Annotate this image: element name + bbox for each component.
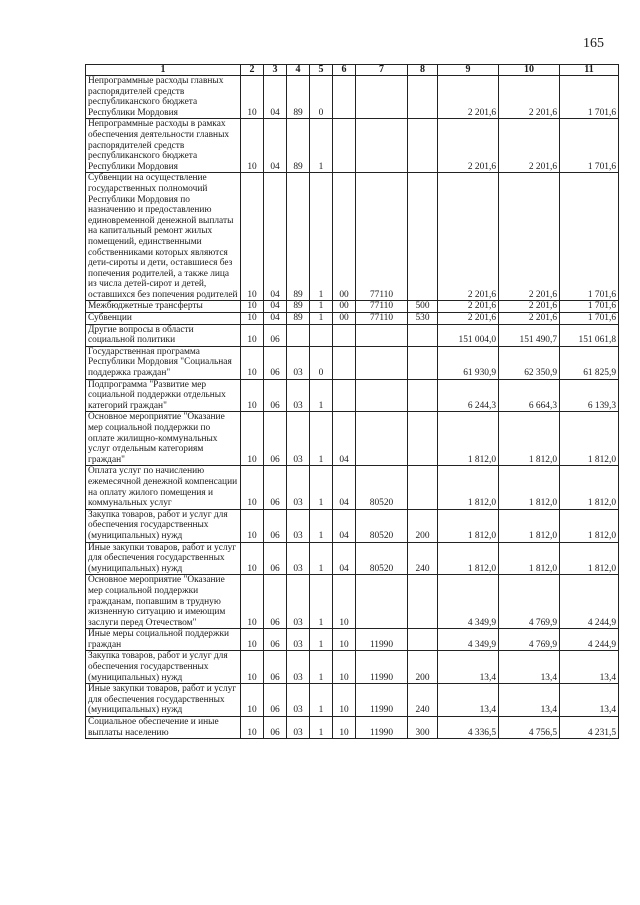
subsection-code-cell: 04 bbox=[264, 313, 287, 325]
amount-year2-cell: 1 812,0 bbox=[499, 466, 560, 509]
section-code-cell: 10 bbox=[241, 542, 264, 575]
expense-type-cell: 240 bbox=[408, 684, 438, 717]
subprogram-code-cell: 1 bbox=[310, 466, 333, 509]
expense-direction-cell bbox=[356, 412, 408, 466]
amount-year3-cell: 4 244,9 bbox=[560, 629, 619, 651]
expense-direction-cell: 11990 bbox=[356, 684, 408, 717]
expense-type-cell: 200 bbox=[408, 651, 438, 684]
section-code-cell: 10 bbox=[241, 717, 264, 739]
subsection-code-cell: 06 bbox=[264, 379, 287, 412]
table-row bbox=[86, 684, 619, 717]
main-activity-code-cell bbox=[333, 324, 356, 346]
section-code-cell: 10 bbox=[241, 379, 264, 412]
expense-direction-cell bbox=[356, 324, 408, 346]
table-row bbox=[86, 346, 619, 379]
header-cell: 4 bbox=[287, 65, 310, 76]
table-row bbox=[86, 542, 619, 575]
amount-year3-cell: 6 139,3 bbox=[560, 379, 619, 412]
expense-type-cell bbox=[408, 412, 438, 466]
subsection-code-cell: 06 bbox=[264, 346, 287, 379]
program-code-cell: 89 bbox=[287, 76, 310, 119]
subprogram-code-cell: 1 bbox=[310, 509, 333, 542]
subsection-code-cell: 06 bbox=[264, 684, 287, 717]
subprogram-code-cell: 0 bbox=[310, 346, 333, 379]
row-name-cell: Другие вопросы в области социальной политики bbox=[86, 324, 241, 346]
header-cell: 3 bbox=[264, 65, 287, 76]
amount-year2-cell: 62 350,9 bbox=[499, 346, 560, 379]
amount-year1-cell: 151 004,0 bbox=[438, 324, 499, 346]
amount-year3-cell: 1 701,6 bbox=[560, 173, 619, 301]
amount-year3-cell: 1 812,0 bbox=[560, 542, 619, 575]
row-name-cell: Непрограммные расходы в рамках обеспечения деятельности главных распорядителей средств республиканского бюджета Республики Мордовия bbox=[86, 119, 241, 173]
program-code-cell: 03 bbox=[287, 509, 310, 542]
main-activity-code-cell: 04 bbox=[333, 542, 356, 575]
amount-year1-cell: 1 812,0 bbox=[438, 542, 499, 575]
program-code-cell bbox=[287, 324, 310, 346]
amount-year1-cell: 61 930,9 bbox=[438, 346, 499, 379]
amount-year1-cell: 13,4 bbox=[438, 651, 499, 684]
main-activity-code-cell: 04 bbox=[333, 412, 356, 466]
table-row bbox=[86, 651, 619, 684]
expense-direction-cell bbox=[356, 346, 408, 379]
expense-direction-cell: 77110 bbox=[356, 173, 408, 301]
section-code-cell: 10 bbox=[241, 684, 264, 717]
row-name-cell: Закупка товаров, работ и услуг для обеспечения государственных (муниципальных) нужд bbox=[86, 651, 241, 684]
subprogram-code-cell: 1 bbox=[310, 313, 333, 325]
header-cell: 7 bbox=[356, 65, 408, 76]
row-name-cell: Социальное обеспечение и иные выплаты населению bbox=[86, 717, 241, 739]
header-cell: 9 bbox=[438, 65, 499, 76]
program-code-cell: 03 bbox=[287, 346, 310, 379]
main-activity-code-cell: 10 bbox=[333, 717, 356, 739]
main-activity-code-cell bbox=[333, 379, 356, 412]
subprogram-code-cell: 1 bbox=[310, 629, 333, 651]
main-activity-code-cell: 10 bbox=[333, 651, 356, 684]
subprogram-code-cell: 1 bbox=[310, 575, 333, 629]
budget-table bbox=[85, 64, 619, 739]
expense-type-cell: 530 bbox=[408, 313, 438, 325]
expense-direction-cell: 80520 bbox=[356, 542, 408, 575]
expense-direction-cell: 11990 bbox=[356, 629, 408, 651]
expense-direction-cell bbox=[356, 76, 408, 119]
amount-year1-cell: 13,4 bbox=[438, 684, 499, 717]
program-code-cell: 03 bbox=[287, 379, 310, 412]
section-code-cell: 10 bbox=[241, 313, 264, 325]
section-code-cell: 10 bbox=[241, 412, 264, 466]
main-activity-code-cell bbox=[333, 346, 356, 379]
table-row bbox=[86, 119, 619, 173]
subsection-code-cell: 06 bbox=[264, 324, 287, 346]
amount-year2-cell: 13,4 bbox=[499, 651, 560, 684]
table-row bbox=[86, 379, 619, 412]
expense-direction-cell bbox=[356, 575, 408, 629]
row-name-cell: Субвенции на осуществление государственных полномочий Республики Мордовия по назначению и предоставлению единовременной денежной выплаты на капитальный ремонт жилых помещений, единственными собственниками которых являются дети-сироты и дети, оставшиеся без попечения родителей, а также лица из числа детей-сирот и детей, оставшихся без попечения родителей bbox=[86, 173, 241, 301]
main-activity-code-cell: 04 bbox=[333, 509, 356, 542]
program-code-cell: 89 bbox=[287, 173, 310, 301]
amount-year3-cell: 151 061,8 bbox=[560, 324, 619, 346]
row-name-cell: Иные закупки товаров, работ и услуг для обеспечения государственных (муниципальных) нужд bbox=[86, 542, 241, 575]
header-cell: 6 bbox=[333, 65, 356, 76]
table-row bbox=[86, 76, 619, 119]
expense-direction-cell: 77110 bbox=[356, 313, 408, 325]
subsection-code-cell: 06 bbox=[264, 629, 287, 651]
expense-type-cell: 200 bbox=[408, 509, 438, 542]
amount-year3-cell: 1 701,6 bbox=[560, 76, 619, 119]
amount-year3-cell: 13,4 bbox=[560, 684, 619, 717]
subprogram-code-cell: 1 bbox=[310, 119, 333, 173]
section-code-cell: 10 bbox=[241, 509, 264, 542]
main-activity-code-cell: 00 bbox=[333, 313, 356, 325]
header-cell: 5 bbox=[310, 65, 333, 76]
amount-year1-cell: 6 244,3 bbox=[438, 379, 499, 412]
amount-year3-cell: 1 701,6 bbox=[560, 119, 619, 173]
row-name-cell: Оплата услуг по начислению ежемесячной денежной компенсации на оплату жилого помещения и коммунальных услуг bbox=[86, 466, 241, 509]
amount-year1-cell: 2 201,6 bbox=[438, 76, 499, 119]
subprogram-code-cell bbox=[310, 324, 333, 346]
expense-type-cell: 240 bbox=[408, 542, 438, 575]
amount-year3-cell: 61 825,9 bbox=[560, 346, 619, 379]
subsection-code-cell: 04 bbox=[264, 173, 287, 301]
main-activity-code-cell: 00 bbox=[333, 301, 356, 313]
program-code-cell: 03 bbox=[287, 629, 310, 651]
amount-year2-cell: 13,4 bbox=[499, 684, 560, 717]
program-code-cell: 03 bbox=[287, 542, 310, 575]
subprogram-code-cell: 1 bbox=[310, 301, 333, 313]
header-cell: 2 bbox=[241, 65, 264, 76]
subsection-code-cell: 04 bbox=[264, 119, 287, 173]
expense-type-cell bbox=[408, 76, 438, 119]
main-activity-code-cell: 04 bbox=[333, 466, 356, 509]
row-name-cell: Иные меры социальной поддержки граждан bbox=[86, 629, 241, 651]
expense-type-cell: 300 bbox=[408, 717, 438, 739]
main-activity-code-cell: 10 bbox=[333, 575, 356, 629]
row-name-cell: Государственная программа Республики Мордовия "Социальная поддержка граждан" bbox=[86, 346, 241, 379]
amount-year3-cell: 4 244,9 bbox=[560, 575, 619, 629]
table-row bbox=[86, 717, 619, 739]
row-name-cell: Субвенции bbox=[86, 313, 241, 325]
table-row bbox=[86, 629, 619, 651]
section-code-cell: 10 bbox=[241, 119, 264, 173]
amount-year2-cell: 4 756,5 bbox=[499, 717, 560, 739]
amount-year3-cell: 1 701,6 bbox=[560, 301, 619, 313]
subprogram-code-cell: 1 bbox=[310, 651, 333, 684]
page-number: 165 bbox=[583, 36, 604, 51]
amount-year1-cell: 2 201,6 bbox=[438, 313, 499, 325]
section-code-cell: 10 bbox=[241, 324, 264, 346]
program-code-cell: 03 bbox=[287, 412, 310, 466]
expense-type-cell bbox=[408, 379, 438, 412]
expense-type-cell bbox=[408, 324, 438, 346]
main-activity-code-cell: 10 bbox=[333, 684, 356, 717]
expense-type-cell bbox=[408, 119, 438, 173]
subsection-code-cell: 04 bbox=[264, 76, 287, 119]
main-activity-code-cell: 10 bbox=[333, 629, 356, 651]
program-code-cell: 03 bbox=[287, 575, 310, 629]
amount-year2-cell: 1 812,0 bbox=[499, 412, 560, 466]
expense-type-cell: 500 bbox=[408, 301, 438, 313]
amount-year1-cell: 4 349,9 bbox=[438, 629, 499, 651]
row-name-cell: Непрограммные расходы главных распорядителей средств республиканского бюджета Республики Мордовия bbox=[86, 76, 241, 119]
row-name-cell: Межбюджетные трансферты bbox=[86, 301, 241, 313]
expense-direction-cell bbox=[356, 379, 408, 412]
subsection-code-cell: 06 bbox=[264, 651, 287, 684]
amount-year3-cell: 1 812,0 bbox=[560, 466, 619, 509]
row-name-cell: Закупка товаров, работ и услуг для обеспечения государственных (муниципальных) нужд bbox=[86, 509, 241, 542]
table-row bbox=[86, 575, 619, 629]
amount-year2-cell: 2 201,6 bbox=[499, 173, 560, 301]
header-cell: 8 bbox=[408, 65, 438, 76]
table-row bbox=[86, 173, 619, 301]
expense-direction-cell: 80520 bbox=[356, 466, 408, 509]
subprogram-code-cell: 1 bbox=[310, 542, 333, 575]
program-code-cell: 89 bbox=[287, 119, 310, 173]
subprogram-code-cell: 1 bbox=[310, 684, 333, 717]
subsection-code-cell: 06 bbox=[264, 575, 287, 629]
main-activity-code-cell bbox=[333, 119, 356, 173]
subsection-code-cell: 06 bbox=[264, 542, 287, 575]
amount-year1-cell: 1 812,0 bbox=[438, 509, 499, 542]
amount-year3-cell: 1 701,6 bbox=[560, 313, 619, 325]
program-code-cell: 03 bbox=[287, 466, 310, 509]
subprogram-code-cell: 1 bbox=[310, 412, 333, 466]
table-row bbox=[86, 466, 619, 509]
main-activity-code-cell: 00 bbox=[333, 173, 356, 301]
program-code-cell: 03 bbox=[287, 684, 310, 717]
table-header-row bbox=[86, 65, 619, 76]
program-code-cell: 89 bbox=[287, 301, 310, 313]
expense-direction-cell: 11990 bbox=[356, 717, 408, 739]
subprogram-code-cell: 1 bbox=[310, 717, 333, 739]
row-name-cell: Основное мероприятие "Оказание мер социальной поддержки гражданам, попавшим в трудную жизненную ситуацию и имеющим заслуги перед Отечеством" bbox=[86, 575, 241, 629]
header-cell: 10 bbox=[499, 65, 560, 76]
amount-year1-cell: 4 336,5 bbox=[438, 717, 499, 739]
amount-year3-cell: 4 231,5 bbox=[560, 717, 619, 739]
amount-year3-cell: 13,4 bbox=[560, 651, 619, 684]
amount-year2-cell: 1 812,0 bbox=[499, 509, 560, 542]
subprogram-code-cell: 0 bbox=[310, 76, 333, 119]
expense-type-cell bbox=[408, 575, 438, 629]
section-code-cell: 10 bbox=[241, 301, 264, 313]
section-code-cell: 10 bbox=[241, 629, 264, 651]
amount-year2-cell: 151 490,7 bbox=[499, 324, 560, 346]
subsection-code-cell: 06 bbox=[264, 509, 287, 542]
table-row bbox=[86, 313, 619, 325]
subsection-code-cell: 04 bbox=[264, 301, 287, 313]
amount-year2-cell: 4 769,9 bbox=[499, 575, 560, 629]
program-code-cell: 03 bbox=[287, 651, 310, 684]
section-code-cell: 10 bbox=[241, 173, 264, 301]
row-name-cell: Подпрограмма "Развитие мер социальной поддержки отдельных категорий граждан" bbox=[86, 379, 241, 412]
expense-direction-cell: 11990 bbox=[356, 651, 408, 684]
subsection-code-cell: 06 bbox=[264, 466, 287, 509]
subprogram-code-cell: 1 bbox=[310, 379, 333, 412]
table-row bbox=[86, 301, 619, 313]
amount-year1-cell: 2 201,6 bbox=[438, 173, 499, 301]
section-code-cell: 10 bbox=[241, 76, 264, 119]
amount-year2-cell: 2 201,6 bbox=[499, 76, 560, 119]
expense-direction-cell bbox=[356, 119, 408, 173]
section-code-cell: 10 bbox=[241, 651, 264, 684]
table-row bbox=[86, 412, 619, 466]
amount-year1-cell: 2 201,6 bbox=[438, 119, 499, 173]
subprogram-code-cell: 1 bbox=[310, 173, 333, 301]
amount-year1-cell: 4 349,9 bbox=[438, 575, 499, 629]
section-code-cell: 10 bbox=[241, 575, 264, 629]
expense-direction-cell: 77110 bbox=[356, 301, 408, 313]
table-row bbox=[86, 509, 619, 542]
amount-year2-cell: 2 201,6 bbox=[499, 119, 560, 173]
program-code-cell: 03 bbox=[287, 717, 310, 739]
row-name-cell: Основное мероприятие "Оказание мер социальной поддержки по оплате жилищно-коммунальных услуг отдельным категориям граждан" bbox=[86, 412, 241, 466]
amount-year2-cell: 2 201,6 bbox=[499, 301, 560, 313]
amount-year2-cell: 4 769,9 bbox=[499, 629, 560, 651]
section-code-cell: 10 bbox=[241, 466, 264, 509]
subsection-code-cell: 06 bbox=[264, 717, 287, 739]
amount-year1-cell: 2 201,6 bbox=[438, 301, 499, 313]
amount-year1-cell: 1 812,0 bbox=[438, 466, 499, 509]
expense-direction-cell: 80520 bbox=[356, 509, 408, 542]
program-code-cell: 89 bbox=[287, 313, 310, 325]
row-name-cell: Иные закупки товаров, работ и услуг для обеспечения государственных (муниципальных) нужд bbox=[86, 684, 241, 717]
expense-type-cell bbox=[408, 346, 438, 379]
amount-year1-cell: 1 812,0 bbox=[438, 412, 499, 466]
amount-year3-cell: 1 812,0 bbox=[560, 412, 619, 466]
section-code-cell: 10 bbox=[241, 346, 264, 379]
amount-year2-cell: 2 201,6 bbox=[499, 313, 560, 325]
main-activity-code-cell bbox=[333, 76, 356, 119]
table-row bbox=[86, 324, 619, 346]
subsection-code-cell: 06 bbox=[264, 412, 287, 466]
expense-type-cell bbox=[408, 466, 438, 509]
header-cell: 11 bbox=[560, 65, 619, 76]
expense-type-cell bbox=[408, 173, 438, 301]
header-cell: 1 bbox=[86, 65, 241, 76]
amount-year2-cell: 1 812,0 bbox=[499, 542, 560, 575]
amount-year2-cell: 6 664,3 bbox=[499, 379, 560, 412]
expense-type-cell bbox=[408, 629, 438, 651]
amount-year3-cell: 1 812,0 bbox=[560, 509, 619, 542]
